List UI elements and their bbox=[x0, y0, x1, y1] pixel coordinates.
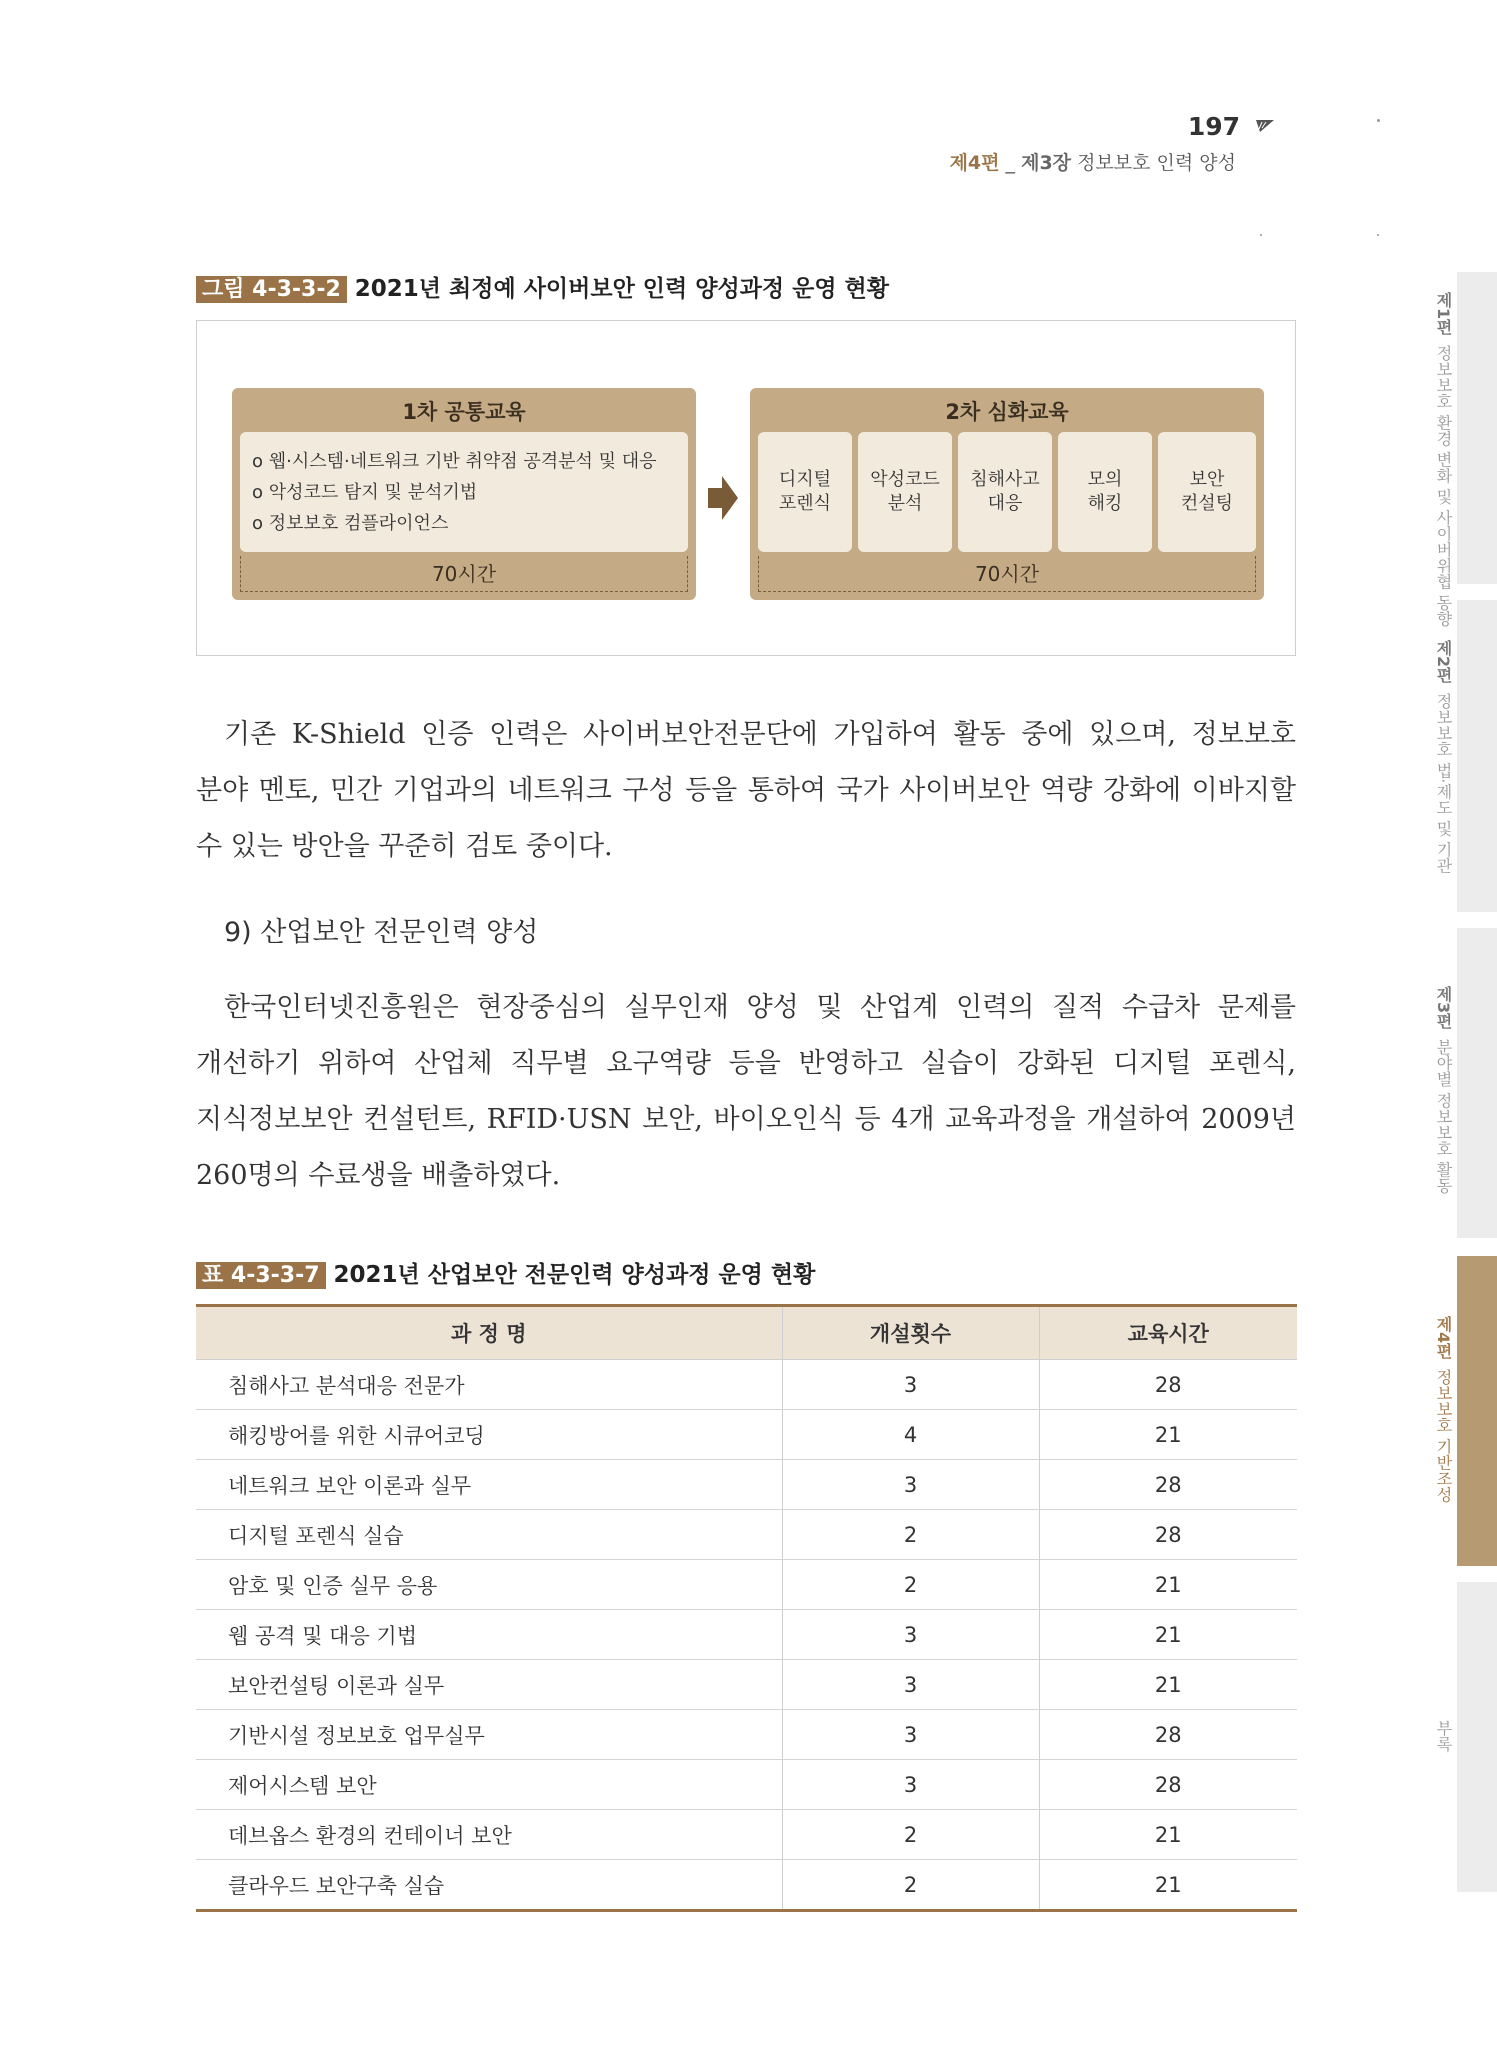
module-line: 대응 bbox=[987, 493, 1023, 514]
course-name-cell: 해킹방어를 위한 시큐어코딩 bbox=[196, 1410, 782, 1460]
course-hours-cell: 28 bbox=[1039, 1510, 1297, 1560]
paragraph-line: 한국인터넷진흥원은 현장중심의 실무인재 양성 및 산업계 인력의 질적 수급차 문제를 bbox=[224, 992, 1296, 1023]
stage2-module bbox=[1058, 432, 1152, 552]
table-row bbox=[196, 1510, 1297, 1560]
side-label-title: 정보보호 환경 변화 및 사이버위협 동향 bbox=[1434, 345, 1453, 627]
course-name-cell: 제어시스템 보안 bbox=[196, 1760, 782, 1810]
session-count-cell: 4 bbox=[782, 1410, 1039, 1460]
running-head-chapter: 제3장 bbox=[1021, 152, 1072, 174]
session-count-cell: 3 bbox=[782, 1660, 1039, 1710]
module-line: 침해사고 bbox=[970, 469, 1040, 490]
figure-tag: 그림 4-3-3-2 bbox=[196, 276, 347, 303]
stage1-item: o 정보보호 컴플라이언스 bbox=[252, 513, 449, 534]
decorative-dot bbox=[1260, 234, 1262, 236]
running-head bbox=[880, 148, 1236, 175]
side-label-title: 분야별 정보보호 활동 bbox=[1434, 1039, 1453, 1194]
module-line: 악성코드 bbox=[870, 469, 940, 490]
page-corner-mark-icon bbox=[1256, 118, 1276, 134]
stage2-box bbox=[750, 388, 1264, 600]
side-tab-part4[interactable] bbox=[1457, 1256, 1497, 1566]
paragraph-line: 지식정보보안 컨설턴트, RFID·USN 보안, 바이오인식 등 4개 교육과정을 개설하여 2009년 bbox=[196, 1104, 1296, 1135]
figure-caption bbox=[196, 270, 889, 303]
stage1-title: 1차 공통교육 bbox=[402, 400, 526, 424]
paragraph-line: 기존 K-Shield 인증 인력은 사이버보안전문단에 가입하여 활동 중에 있으며, 정보보호 bbox=[224, 719, 1296, 750]
side-label-part1 bbox=[1415, 292, 1455, 627]
stage2-hours: 70시간 bbox=[758, 556, 1256, 592]
column-header: 개설횟수 bbox=[782, 1306, 1039, 1360]
stage1-item: o 웹·시스템·네트워크 기반 취약점 공격분석 및 대응 bbox=[252, 451, 657, 472]
section-heading: 9) 산업보안 전문인력 양성 bbox=[224, 917, 539, 948]
course-name-cell: 네트워크 보안 이론과 실무 bbox=[196, 1460, 782, 1510]
column-header: 교육시간 bbox=[1039, 1306, 1297, 1360]
course-name-cell: 데브옵스 환경의 컨테이너 보안 bbox=[196, 1810, 782, 1860]
table-row bbox=[196, 1660, 1297, 1710]
table-row bbox=[196, 1460, 1297, 1510]
side-label-part: 제2편 bbox=[1434, 640, 1453, 684]
course-hours-cell: 28 bbox=[1039, 1460, 1297, 1510]
session-count-cell: 3 bbox=[782, 1710, 1039, 1760]
session-count-cell: 3 bbox=[782, 1610, 1039, 1660]
table-row bbox=[196, 1710, 1297, 1760]
paragraph-line: 260명의 수료생을 배출하였다. bbox=[196, 1160, 561, 1191]
side-label-part: 제3편 bbox=[1434, 986, 1453, 1030]
paragraph-line: 수 있는 방안을 꾸준히 검토 중이다. bbox=[196, 831, 613, 862]
side-label-title: 정보보호 기반조성 bbox=[1434, 1369, 1453, 1503]
session-count-cell: 2 bbox=[782, 1560, 1039, 1610]
side-label-part3 bbox=[1415, 986, 1455, 1193]
stage1-content bbox=[240, 432, 688, 552]
module-line: 해킹 bbox=[1087, 493, 1123, 514]
course-hours-cell: 21 bbox=[1039, 1610, 1297, 1660]
column-header: 과 정 명 bbox=[196, 1306, 782, 1360]
session-count-cell: 2 bbox=[782, 1810, 1039, 1860]
table-tag: 표 4-3-3-7 bbox=[196, 1262, 326, 1289]
module-line: 포렌식 bbox=[778, 493, 832, 514]
table-row bbox=[196, 1560, 1297, 1610]
course-name-cell: 기반시설 정보보호 업무실무 bbox=[196, 1710, 782, 1760]
side-tab-appendix[interactable] bbox=[1457, 1582, 1497, 1892]
side-tab-part3[interactable] bbox=[1457, 928, 1497, 1238]
page-number: 197 bbox=[1187, 112, 1240, 141]
side-label-part: 제4편 bbox=[1434, 1316, 1453, 1360]
module-line: 컨설팅 bbox=[1180, 493, 1234, 514]
module-line: 분석 bbox=[887, 493, 923, 514]
paragraph-line: 분야 멘토, 민간 기업과의 네트워크 구성 등을 통하여 국가 사이버보안 역량 강화에 이바지할 bbox=[196, 775, 1296, 806]
session-count-cell: 3 bbox=[782, 1460, 1039, 1510]
table-row bbox=[196, 1810, 1297, 1860]
session-count-cell: 3 bbox=[782, 1760, 1039, 1810]
session-count-cell: 2 bbox=[782, 1510, 1039, 1560]
running-head-separator: _ bbox=[999, 152, 1022, 174]
side-label-part4 bbox=[1415, 1316, 1455, 1502]
table-caption bbox=[196, 1256, 815, 1289]
course-table bbox=[196, 1304, 1297, 1912]
stage2-module bbox=[858, 432, 952, 552]
stage1-hours: 70시간 bbox=[240, 556, 688, 592]
session-count-cell: 2 bbox=[782, 1860, 1039, 1911]
figure-title: 2021년 최정예 사이버보안 인력 양성과정 운영 현황 bbox=[354, 276, 889, 302]
course-hours-cell: 21 bbox=[1039, 1410, 1297, 1460]
stage2-module bbox=[1158, 432, 1256, 552]
module-line: 보안 bbox=[1189, 469, 1225, 490]
module-line: 디지털 bbox=[778, 469, 832, 490]
course-hours-cell: 28 bbox=[1039, 1760, 1297, 1810]
table-title: 2021년 산업보안 전문인력 양성과정 운영 현황 bbox=[333, 1262, 816, 1288]
table-row bbox=[196, 1410, 1297, 1460]
course-name-cell: 디지털 포렌식 실습 bbox=[196, 1510, 782, 1560]
stage2-title: 2차 심화교육 bbox=[945, 400, 1069, 424]
table-row bbox=[196, 1760, 1297, 1810]
side-label-title: 정보보호 법·제도 및 기관 bbox=[1434, 693, 1453, 874]
course-name-cell: 클라우드 보안구축 실습 bbox=[196, 1860, 782, 1911]
decorative-dot bbox=[1377, 119, 1380, 122]
side-tab-part1[interactable] bbox=[1457, 272, 1497, 584]
stage2-module bbox=[958, 432, 1052, 552]
stage2-module bbox=[758, 432, 852, 552]
paragraph-1 bbox=[196, 707, 1296, 875]
side-label-title: 부록 bbox=[1434, 1720, 1453, 1752]
paragraph-2 bbox=[196, 980, 1296, 1204]
table-row bbox=[196, 1360, 1297, 1410]
course-name-cell: 암호 및 인증 실무 응용 bbox=[196, 1560, 782, 1610]
course-hours-cell: 28 bbox=[1039, 1360, 1297, 1410]
paragraph-line: 개선하기 위하여 산업체 직무별 요구역량 등을 반영하고 실습이 강화된 디지털 포렌식, bbox=[196, 1048, 1296, 1079]
course-hours-cell: 21 bbox=[1039, 1810, 1297, 1860]
module-line: 모의 bbox=[1087, 469, 1123, 490]
running-head-chapter-title: 정보보호 인력 양성 bbox=[1071, 152, 1236, 174]
course-name-cell: 보안컨설팅 이론과 실무 bbox=[196, 1660, 782, 1710]
course-hours-cell: 21 bbox=[1039, 1860, 1297, 1911]
course-hours-cell: 28 bbox=[1039, 1710, 1297, 1760]
course-name-cell: 침해사고 분석대응 전문가 bbox=[196, 1360, 782, 1410]
table-row bbox=[196, 1860, 1297, 1911]
decorative-dot bbox=[1377, 234, 1379, 236]
running-head-part: 제4편 bbox=[949, 152, 1000, 174]
side-label-appendix bbox=[1415, 1720, 1455, 1752]
course-name-cell: 웹 공격 및 대응 기법 bbox=[196, 1610, 782, 1660]
table-row bbox=[196, 1610, 1297, 1660]
side-label-part2 bbox=[1415, 640, 1455, 873]
side-tab-part2[interactable] bbox=[1457, 600, 1497, 912]
course-hours-cell: 21 bbox=[1039, 1560, 1297, 1610]
stage1-box bbox=[232, 388, 696, 600]
flow-arrow-icon bbox=[708, 476, 738, 520]
course-hours-cell: 21 bbox=[1039, 1660, 1297, 1710]
table-header-row bbox=[196, 1306, 1297, 1360]
session-count-cell: 3 bbox=[782, 1360, 1039, 1410]
stage1-item: o 악성코드 탐지 및 분석기법 bbox=[252, 482, 478, 503]
side-label-part: 제1편 bbox=[1434, 292, 1453, 336]
